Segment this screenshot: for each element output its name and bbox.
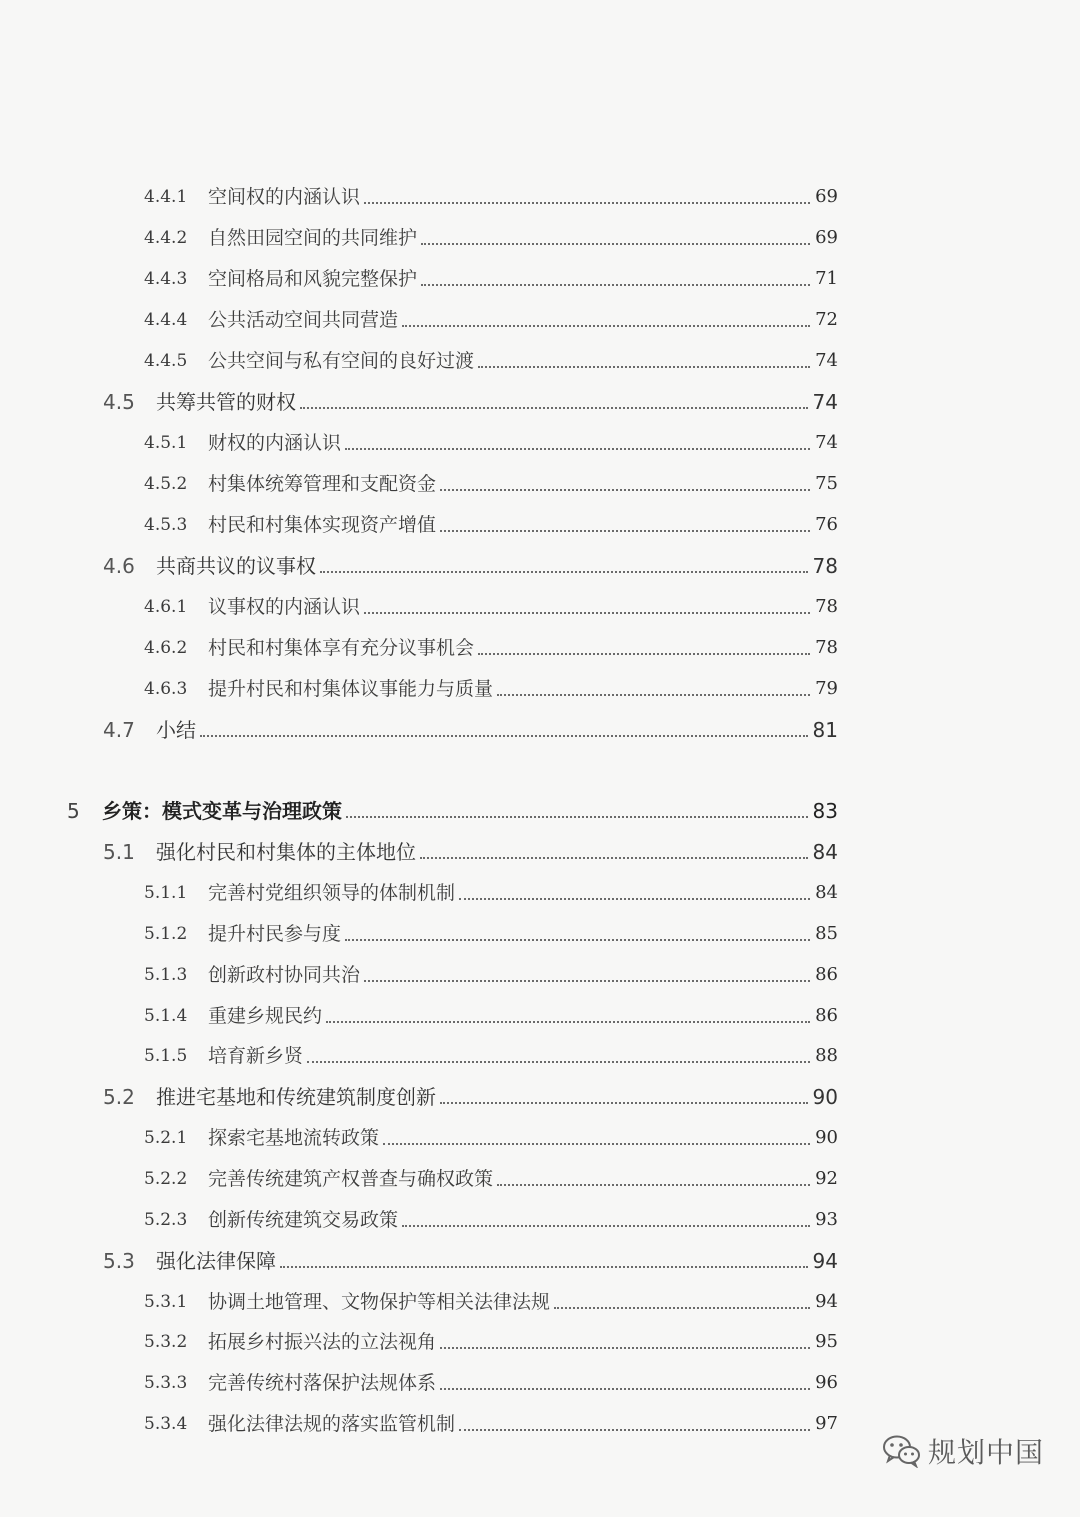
dot-leader [478,366,810,368]
toc-entry-number: 4.6.1 [144,597,188,617]
dot-leader [459,898,810,900]
toc-entry-number: 5.1.4 [144,1006,188,1026]
toc-entry[interactable] [0,428,1080,458]
toc-entry-number: 5.3.4 [144,1414,188,1434]
toc-entry-title: 协调土地管理、文物保护等相关法律法规 [208,1287,552,1317]
dot-leader [320,571,808,573]
toc-entry-number: 4.5.1 [144,433,188,453]
toc-entry[interactable] [0,633,1080,663]
watermark [882,1431,1044,1471]
toc-entry-page: 90 [815,1127,838,1148]
toc-entry-page: 94 [812,1249,838,1273]
toc-entry-title: 村民和村集体实现资产增值 [208,510,438,540]
toc-entry-page: 94 [815,1291,838,1312]
toc-entry[interactable] [0,264,1080,294]
dot-leader [554,1307,810,1309]
toc-entry[interactable] [0,1287,1080,1317]
toc-entry-number: 5.3.3 [144,1373,188,1393]
toc-entry-page: 95 [815,1331,838,1352]
toc-entry[interactable] [0,1164,1080,1194]
dot-leader [402,1225,810,1227]
toc-entry-page: 86 [815,1005,838,1026]
dot-leader [497,694,810,696]
toc-entry[interactable] [0,592,1080,622]
toc-entry-title: 共筹共管的财权 [156,387,298,417]
dot-leader [300,407,808,409]
toc-entry-page: 71 [815,268,838,289]
toc-entry-number: 5.2.2 [144,1169,188,1189]
toc-entry-number: 4.4.3 [144,269,188,289]
dot-leader [364,202,810,204]
toc-entry-title: 提升村民参与度 [208,919,343,949]
toc-entry-title: 完善村党组织领导的体制机制 [208,878,457,908]
toc-entry-title: 拓展乡村振兴法的立法视角 [208,1327,438,1357]
toc-entry[interactable] [0,1041,1080,1071]
toc-entry[interactable] [0,1327,1080,1357]
toc-entry-page: 92 [815,1168,838,1189]
toc-entry-title: 议事权的内涵认识 [208,592,362,622]
toc-entry[interactable] [0,510,1080,540]
dot-leader [440,489,810,491]
toc-entry-title: 共商共议的议事权 [156,551,318,581]
toc-entry-page: 93 [815,1209,838,1230]
toc-entry[interactable] [0,960,1080,990]
toc-entry[interactable] [0,1205,1080,1235]
toc-entry-page: 79 [815,678,838,699]
toc-entry-title: 提升村民和村集体议事能力与质量 [208,674,495,704]
toc-entry-title: 强化法律法规的落实监管机制 [208,1409,457,1439]
toc-entry-page: 81 [812,718,838,742]
toc-entry[interactable] [0,551,1080,581]
toc-entry-page: 72 [815,309,838,330]
toc-entry[interactable] [0,223,1080,253]
toc-entry-page: 74 [815,350,838,371]
toc-entry-title: 强化法律保障 [156,1246,278,1276]
toc-entry[interactable] [0,715,1080,745]
toc-entry-title: 空间格局和风貌完整保护 [208,264,419,294]
toc-entry[interactable] [0,1368,1080,1398]
toc-entry-page: 83 [812,799,838,823]
toc-entry-number: 5.1.1 [144,883,188,903]
wechat-icon [882,1434,922,1468]
toc-entry-title: 完善传统建筑产权普查与确权政策 [208,1164,495,1194]
toc-entry-number: 4.4.1 [144,187,188,207]
dot-leader [345,448,810,450]
toc-entry-number: 5.3 [103,1249,135,1273]
toc-entry-number: 4.4.2 [144,228,188,248]
toc-entry[interactable] [0,1082,1080,1112]
toc-entry-title: 创新政村协同共治 [208,960,362,990]
dot-leader [497,1184,810,1186]
toc-entry-title: 公共活动空间共同营造 [208,305,400,335]
dot-leader [280,1266,808,1268]
toc-entry-title: 推进宅基地和传统建筑制度创新 [156,1082,438,1112]
toc-entry-number: 4.4.4 [144,310,188,330]
toc-entry-page: 78 [815,637,838,658]
dot-leader [364,612,810,614]
toc-entry-page: 78 [812,554,838,578]
toc-entry-number: 5 [67,799,80,823]
toc-entry-page: 76 [815,514,838,535]
toc-entry-number: 4.6.2 [144,638,188,658]
toc-entry[interactable] [0,1001,1080,1031]
toc-entry-title: 探索宅基地流转政策 [208,1123,381,1153]
toc-entry[interactable] [0,1246,1080,1276]
toc-entry-number: 5.2.1 [144,1128,188,1148]
toc-entry-title: 重建乡规民约 [208,1001,324,1031]
toc-entry-number: 5.2.3 [144,1210,188,1230]
toc-entry-page: 90 [812,1085,838,1109]
toc-entry-page: 96 [815,1372,838,1393]
toc-entry-title: 乡策：模式变革与治理政策 [102,796,344,826]
dot-leader [346,816,808,818]
toc-entry-page: 78 [815,596,838,617]
toc-entry-number: 5.1.3 [144,965,188,985]
toc-entry-number: 4.4.5 [144,351,188,371]
toc-entry-number: 5.3.1 [144,1292,188,1312]
toc-entry-title: 村民和村集体享有充分议事机会 [208,633,476,663]
dot-leader [478,653,810,655]
toc-entry[interactable] [0,387,1080,417]
dot-leader [421,243,810,245]
toc-entry-number: 4.7 [103,718,135,742]
toc-entry[interactable] [0,837,1080,867]
toc-entry-title: 财权的内涵认识 [208,428,343,458]
toc-entry-page: 69 [815,186,838,207]
toc-entry[interactable] [0,878,1080,908]
toc-entry-number: 4.5.3 [144,515,188,535]
toc-entry-number: 4.5.2 [144,474,188,494]
toc-entry[interactable] [0,1123,1080,1153]
dot-leader [364,980,810,982]
toc-entry-page: 88 [815,1045,838,1066]
dot-leader [440,1347,810,1349]
toc-entry-title: 空间权的内涵认识 [208,182,362,212]
toc-entry-number: 5.1.5 [144,1046,188,1066]
dot-leader [383,1143,810,1145]
toc-entry-page: 74 [812,390,838,414]
watermark-text: 规划中国 [927,1436,1044,1469]
toc-entry-title: 强化村民和村集体的主体地位 [156,837,418,867]
toc-entry[interactable] [0,919,1080,949]
toc-entry-number: 5.3.2 [144,1332,188,1352]
toc-entry-title: 完善传统村落保护法规体系 [208,1368,438,1398]
dot-leader [402,325,810,327]
dot-leader [326,1021,810,1023]
dot-leader [440,1388,810,1390]
dot-leader [421,284,810,286]
toc-entry-title: 自然田园空间的共同维护 [208,223,419,253]
toc-entry-page: 84 [815,882,838,903]
toc-entry-page: 75 [815,473,838,494]
toc-entry-page: 86 [815,964,838,985]
toc-entry[interactable] [0,305,1080,335]
toc-entry-number: 4.6.3 [144,679,188,699]
toc-entry-number: 4.6 [103,554,135,578]
toc-entry-title: 创新传统建筑交易政策 [208,1205,400,1235]
toc-entry-number: 5.2 [103,1085,135,1109]
toc-entry-page: 74 [815,432,838,453]
toc-entry-page: 84 [812,840,838,864]
toc-entry[interactable] [0,796,1080,826]
toc-entry-title: 村集体统筹管理和支配资金 [208,469,438,499]
dot-leader [420,857,808,859]
toc-entry-number: 5.1 [103,840,135,864]
dot-leader [459,1429,810,1431]
toc-entry-title: 培育新乡贤 [208,1041,305,1071]
toc-entry-number: 4.5 [103,390,135,414]
toc-entry-page: 69 [815,227,838,248]
toc-entry[interactable] [0,182,1080,212]
dot-leader [440,1102,808,1104]
toc-entry-title: 小结 [156,715,198,745]
dot-leader [440,530,810,532]
dot-leader [345,939,810,941]
dot-leader [200,735,808,737]
toc-entry-number: 5.1.2 [144,924,188,944]
dot-leader [307,1061,810,1063]
toc-entry-page: 85 [815,923,838,944]
toc-entry[interactable] [0,674,1080,704]
toc-entry[interactable] [0,346,1080,376]
toc-entry-page: 97 [815,1413,838,1434]
toc-entry-title: 公共空间与私有空间的良好过渡 [208,346,476,376]
toc-entry[interactable] [0,469,1080,499]
